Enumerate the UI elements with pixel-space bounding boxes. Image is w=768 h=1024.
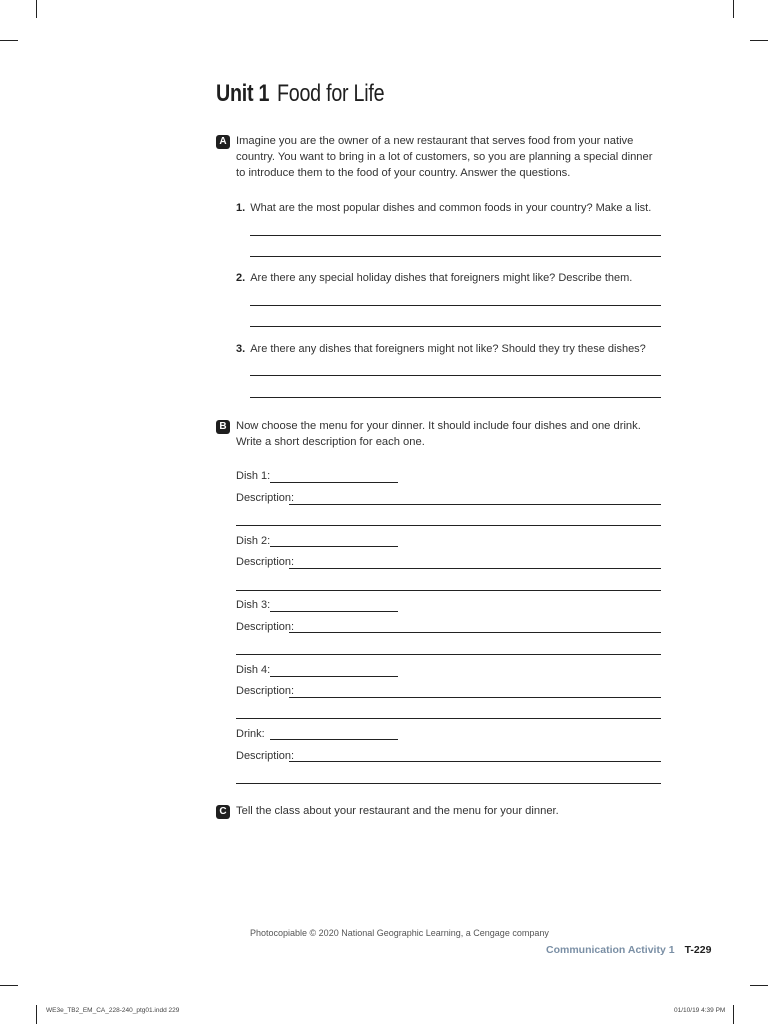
section-b-instructions: Now choose the menu for your dinner. It should include four dishes and one drink. Write a short description for each one.: [236, 420, 641, 448]
question-number: 3.: [236, 343, 246, 355]
dish-2-label: Dish 2:: [236, 535, 271, 547]
dish-1-label: Dish 1:: [236, 470, 271, 482]
crop-mark: [750, 985, 768, 986]
dish-3-name-field[interactable]: [270, 611, 398, 612]
activity-label: Communication Activity 1: [546, 944, 675, 956]
description-field[interactable]: [236, 590, 661, 591]
description-field[interactable]: [236, 525, 661, 526]
crop-mark: [733, 0, 734, 18]
description-label: Description:: [236, 621, 295, 633]
crop-mark: [0, 40, 18, 41]
crop-mark: [733, 1005, 734, 1024]
question-1: [236, 202, 651, 214]
drink-name-field[interactable]: [270, 739, 398, 740]
section-c-badge: C: [216, 805, 230, 819]
description-field[interactable]: [289, 504, 661, 505]
file-slug: WE3e_TB2_EM_CA_228-240_ptg01.indd 229: [46, 1007, 180, 1014]
question-2: [236, 272, 632, 284]
question-text: Are there any dishes that foreigners might not like? Should they try these dishes?: [250, 343, 646, 355]
description-field[interactable]: [236, 718, 661, 719]
question-3: [236, 343, 646, 355]
crop-mark: [750, 40, 768, 41]
dish-2-name-field[interactable]: [270, 546, 398, 547]
description-field[interactable]: [289, 568, 661, 569]
dish-3-label: Dish 3:: [236, 599, 271, 611]
question-text: Are there any special holiday dishes that foreigners might like? Describe them.: [250, 272, 633, 284]
crop-mark: [0, 985, 18, 986]
dish-4-name-field[interactable]: [270, 676, 398, 677]
page-title: [216, 80, 408, 108]
description-label: Description:: [236, 492, 295, 504]
page-number: T-229: [684, 944, 712, 956]
answer-line[interactable]: [250, 397, 661, 398]
answer-line[interactable]: [250, 375, 661, 376]
dish-1-name-field[interactable]: [270, 482, 398, 483]
description-field[interactable]: [236, 783, 661, 784]
section-b-badge: B: [216, 420, 230, 434]
answer-line[interactable]: [250, 326, 661, 327]
answer-line[interactable]: [250, 235, 661, 236]
page-footer: [546, 944, 711, 956]
question-text: What are the most popular dishes and common foods in your country? Make a list.: [250, 202, 652, 214]
crop-mark: [36, 1005, 37, 1024]
drink-label: Drink:: [236, 728, 265, 740]
timestamp-slug: 01/10/19 4:39 PM: [674, 1007, 726, 1014]
crop-mark: [36, 0, 37, 18]
description-field[interactable]: [289, 697, 661, 698]
section-a-instructions: Imagine you are the owner of a new restaurant that serves food from your native country. You want to bring in a lot of customers, so you are planning a special dinner to introduce them to the food of your country. Answer the questions.: [236, 135, 653, 179]
description-label: Description:: [236, 750, 295, 762]
copyright-notice: Photocopiable © 2020 National Geographic Learning, a Cengage company: [250, 928, 549, 938]
question-number: 2.: [236, 272, 246, 284]
description-label: Description:: [236, 556, 295, 568]
description-field[interactable]: [289, 632, 661, 633]
description-label: Description:: [236, 685, 295, 697]
question-number: 1.: [236, 202, 246, 214]
answer-line[interactable]: [250, 305, 661, 306]
unit-number: Unit 1: [216, 80, 270, 107]
answer-line[interactable]: [250, 256, 661, 257]
unit-name: Food for Life: [277, 80, 385, 107]
description-field[interactable]: [289, 761, 661, 762]
description-field[interactable]: [236, 654, 661, 655]
dish-4-label: Dish 4:: [236, 664, 271, 676]
section-c-instructions: Tell the class about your restaurant and the menu for your dinner.: [236, 805, 559, 817]
section-a-badge: A: [216, 135, 230, 149]
